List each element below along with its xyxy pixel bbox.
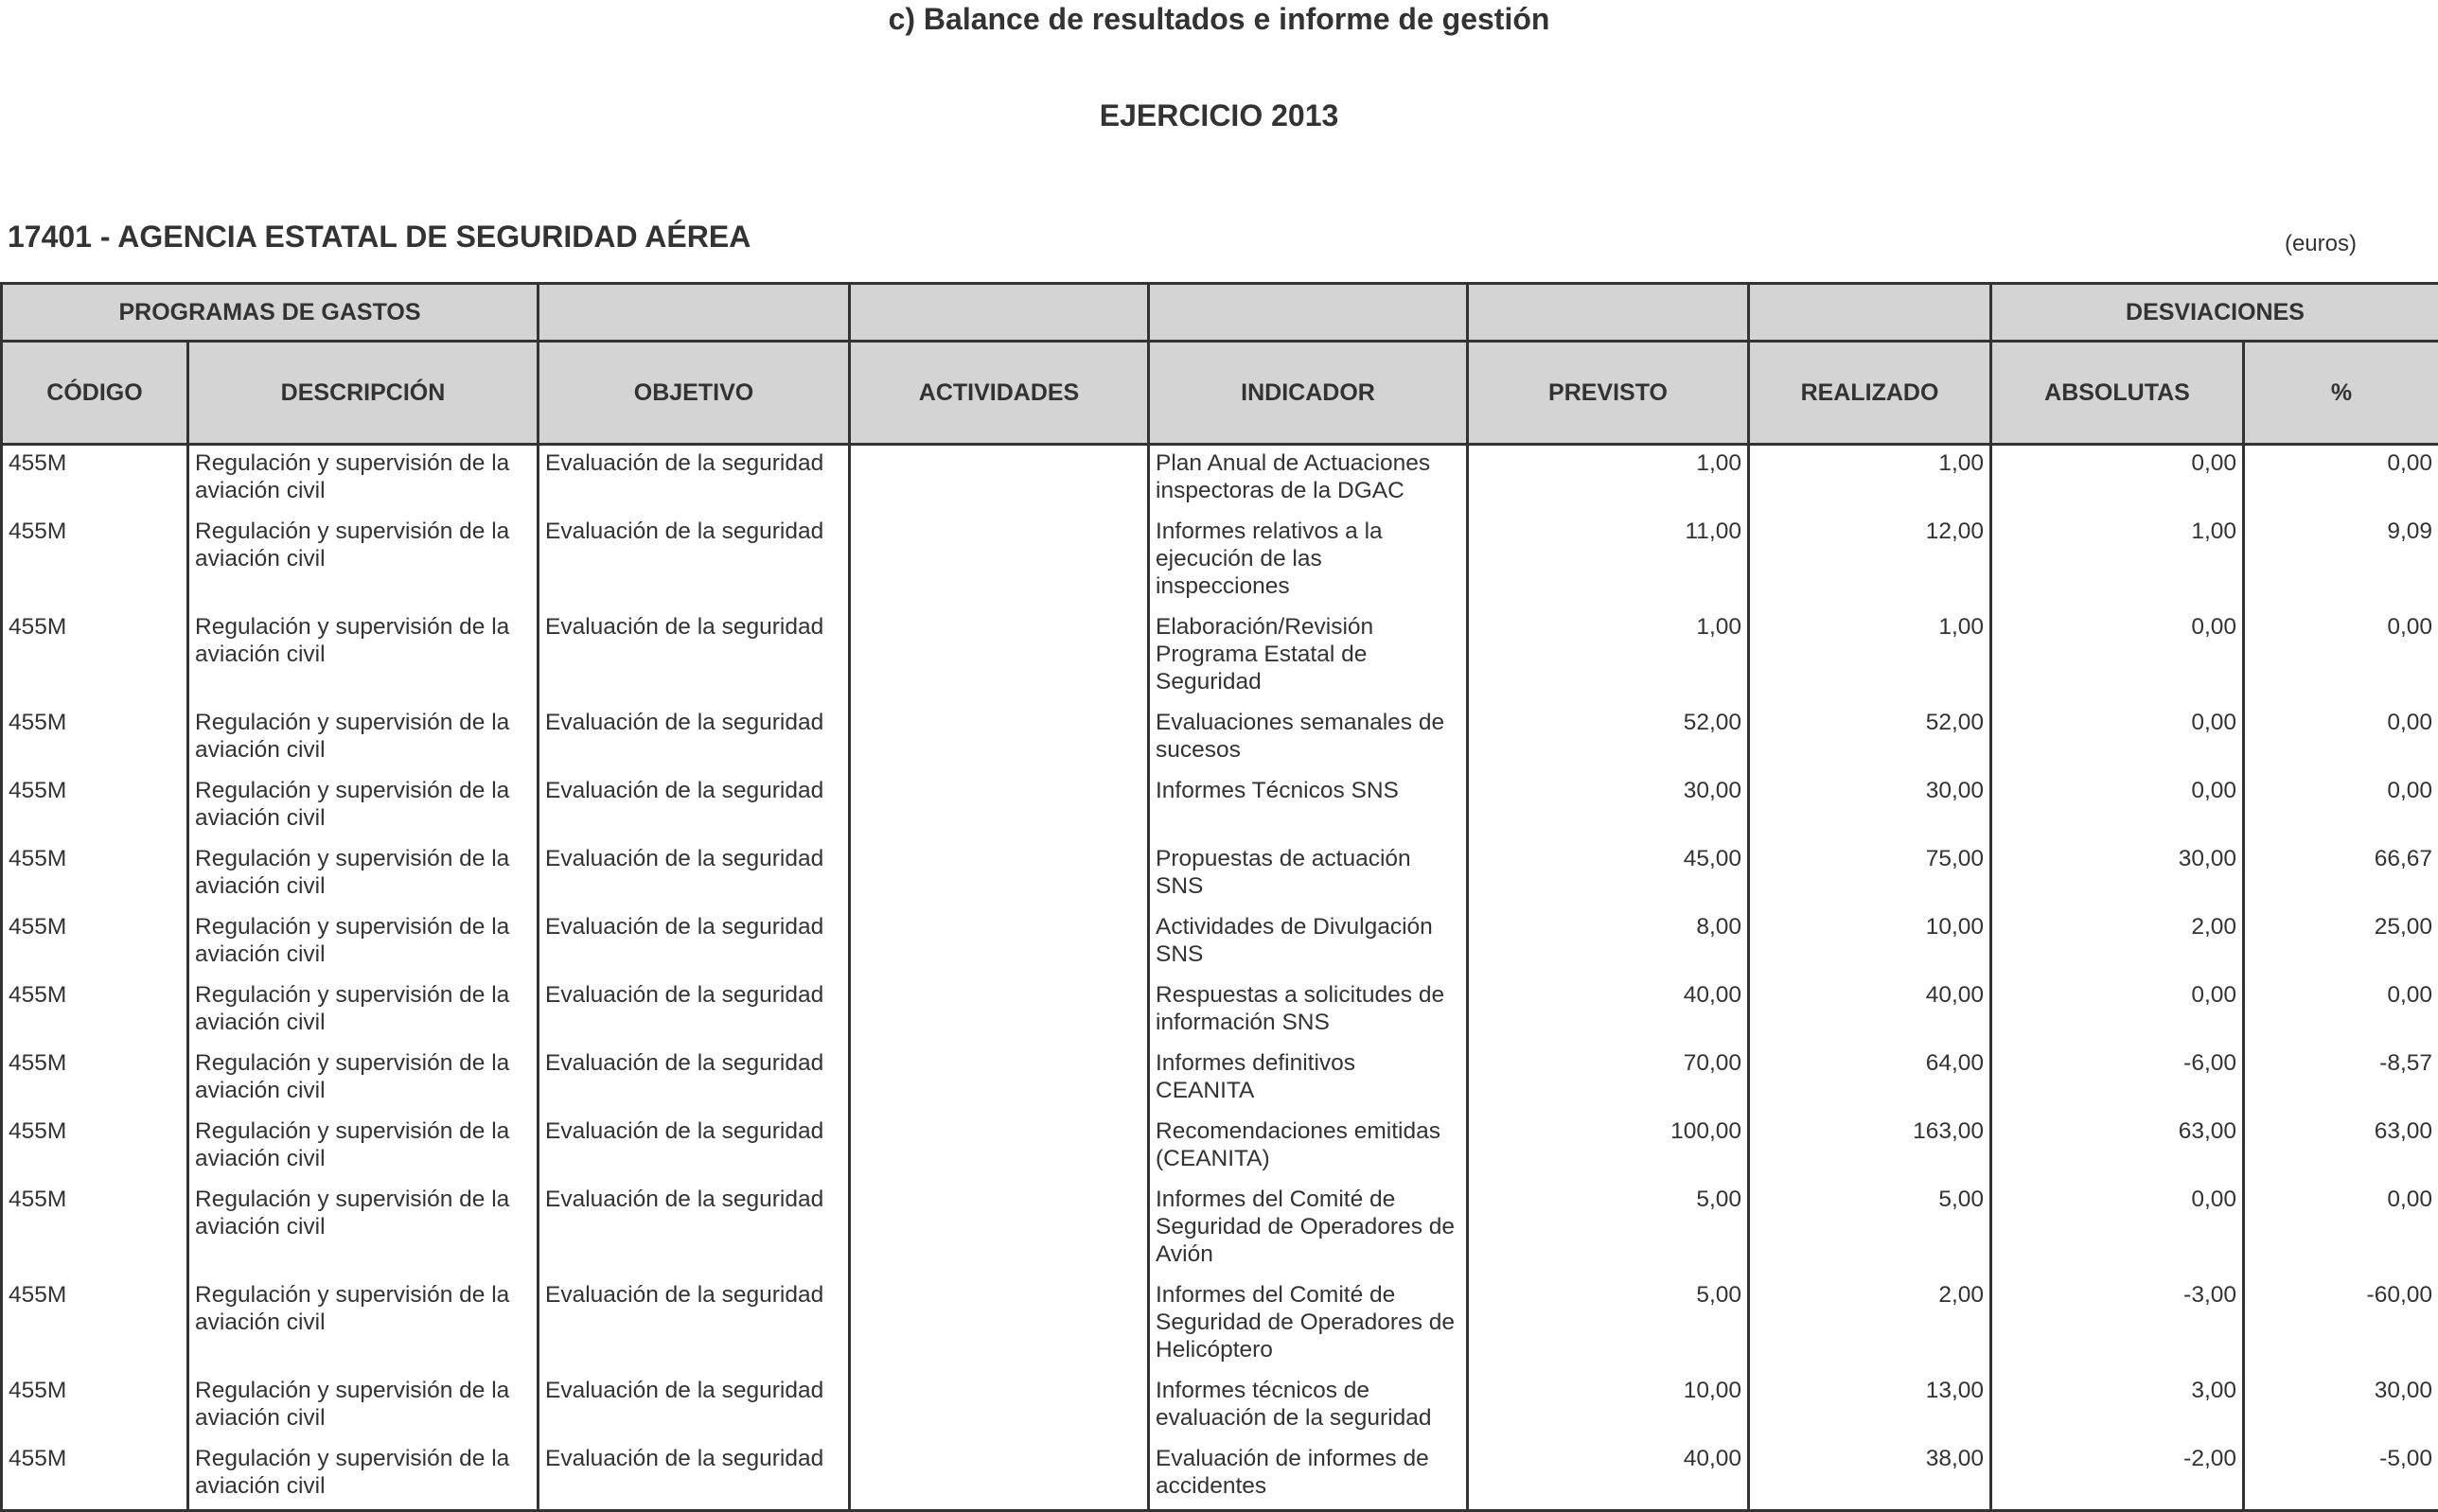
cell-realizado: 10,00: [1749, 909, 1991, 977]
cell-actividades: [850, 445, 1149, 515]
table-row: [2, 909, 2438, 977]
column-header-actividades: ACTIVIDADES: [850, 342, 1149, 445]
table-row: [2, 841, 2438, 909]
column-header-descripcion: DESCRIPCIÓN: [188, 342, 539, 445]
cell-actividades: [850, 977, 1149, 1046]
entity-heading: 17401 - AGENCIA ESTATAL DE SEGURIDAD AÉREA: [8, 220, 751, 255]
table-row: [2, 1114, 2438, 1182]
cell-previsto: 40,00: [1468, 977, 1749, 1046]
units-label: (euros): [2285, 231, 2357, 257]
cell-indicador: Respuestas a solicitudes de información SNS: [1149, 977, 1468, 1046]
cell-realizado: 40,00: [1749, 977, 1991, 1046]
column-header-indicador: INDICADOR: [1149, 342, 1468, 445]
table-row: [2, 1441, 2438, 1511]
column-header-row: [2, 342, 2438, 445]
table-row: [2, 977, 2438, 1046]
cell-indicador: Elaboración/Revisión Programa Estatal de Seguridad: [1149, 609, 1468, 705]
cell-objetivo: Evaluación de la seguridad: [539, 514, 850, 609]
table-row: [2, 773, 2438, 841]
cell-actividades: [850, 1046, 1149, 1114]
cell-absolutas: 30,00: [1991, 841, 2244, 909]
cell-actividades: [850, 909, 1149, 977]
cell-descripcion: Regulación y supervisión de la aviación civil: [188, 1046, 539, 1114]
table-row: [2, 445, 2438, 515]
cell-descripcion: Regulación y supervisión de la aviación civil: [188, 1373, 539, 1441]
cell-previsto: 30,00: [1468, 773, 1749, 841]
cell-absolutas: 3,00: [1991, 1373, 2244, 1441]
cell-previsto: 8,00: [1468, 909, 1749, 977]
cell-absolutas: 0,00: [1991, 977, 2244, 1046]
cell-codigo: 455M: [2, 445, 188, 515]
cell-porcentaje: -60,00: [2244, 1277, 2438, 1373]
cell-previsto: 40,00: [1468, 1441, 1749, 1511]
column-header-objetivo: OBJETIVO: [539, 342, 850, 445]
cell-objetivo: Evaluación de la seguridad: [539, 977, 850, 1046]
cell-indicador: Evaluaciones semanales de sucesos: [1149, 705, 1468, 773]
cell-realizado: 163,00: [1749, 1114, 1991, 1182]
cell-indicador: Actividades de Divulgación SNS: [1149, 909, 1468, 977]
cell-indicador: Informes Técnicos SNS: [1149, 773, 1468, 841]
cell-previsto: 10,00: [1468, 1373, 1749, 1441]
cell-absolutas: 2,00: [1991, 909, 2244, 977]
cell-actividades: [850, 705, 1149, 773]
cell-actividades: [850, 1182, 1149, 1277]
cell-objetivo: Evaluación de la seguridad: [539, 1182, 850, 1277]
cell-porcentaje: 0,00: [2244, 445, 2438, 515]
header-empty-objetivo: [539, 284, 850, 342]
cell-codigo: 455M: [2, 705, 188, 773]
header-desviaciones: DESVIACIONES: [1991, 284, 2438, 342]
cell-indicador: Evaluación de informes de accidentes: [1149, 1441, 1468, 1511]
cell-objetivo: Evaluación de la seguridad: [539, 1441, 850, 1511]
header-programas-de-gastos: PROGRAMAS DE GASTOS: [2, 284, 539, 342]
cell-codigo: 455M: [2, 841, 188, 909]
cell-objetivo: Evaluación de la seguridad: [539, 841, 850, 909]
table-row: [2, 1373, 2438, 1441]
cell-actividades: [850, 773, 1149, 841]
cell-descripcion: Regulación y supervisión de la aviación civil: [188, 445, 539, 515]
cell-descripcion: Regulación y supervisión de la aviación civil: [188, 1114, 539, 1182]
cell-indicador: Propuestas de actuación SNS: [1149, 841, 1468, 909]
table-row: [2, 609, 2438, 705]
cell-porcentaje: 63,00: [2244, 1114, 2438, 1182]
cell-absolutas: -6,00: [1991, 1046, 2244, 1114]
header-empty-indicador: [1149, 284, 1468, 342]
cell-realizado: 75,00: [1749, 841, 1991, 909]
cell-absolutas: 63,00: [1991, 1114, 2244, 1182]
cell-absolutas: 0,00: [1991, 1182, 2244, 1277]
header-empty-realizado: [1749, 284, 1991, 342]
cell-objetivo: Evaluación de la seguridad: [539, 773, 850, 841]
cell-realizado: 64,00: [1749, 1046, 1991, 1114]
cell-previsto: 1,00: [1468, 609, 1749, 705]
cell-indicador: Plan Anual de Actuaciones inspectoras de la DGAC: [1149, 445, 1468, 515]
cell-porcentaje: 66,67: [2244, 841, 2438, 909]
cell-descripcion: Regulación y supervisión de la aviación civil: [188, 977, 539, 1046]
cell-descripcion: Regulación y supervisión de la aviación civil: [188, 1441, 539, 1511]
cell-codigo: 455M: [2, 609, 188, 705]
cell-porcentaje: 0,00: [2244, 977, 2438, 1046]
cell-actividades: [850, 1441, 1149, 1511]
table-row: [2, 1277, 2438, 1373]
cell-porcentaje: 0,00: [2244, 705, 2438, 773]
cell-previsto: 70,00: [1468, 1046, 1749, 1114]
cell-codigo: 455M: [2, 1046, 188, 1114]
cell-codigo: 455M: [2, 1114, 188, 1182]
cell-realizado: 13,00: [1749, 1373, 1991, 1441]
cell-realizado: 12,00: [1749, 514, 1991, 609]
cell-objetivo: Evaluación de la seguridad: [539, 1046, 850, 1114]
group-header-row: [2, 284, 2438, 342]
cell-realizado: 52,00: [1749, 705, 1991, 773]
table-row: [2, 705, 2438, 773]
cell-realizado: 1,00: [1749, 445, 1991, 515]
cell-previsto: 5,00: [1468, 1182, 1749, 1277]
cell-indicador: Informes del Comité de Seguridad de Operadores de Avión: [1149, 1182, 1468, 1277]
cell-actividades: [850, 1114, 1149, 1182]
cell-previsto: 11,00: [1468, 514, 1749, 609]
results-table: [0, 282, 2438, 1512]
cell-porcentaje: 0,00: [2244, 1182, 2438, 1277]
cell-actividades: [850, 1277, 1149, 1373]
cell-absolutas: 0,00: [1991, 705, 2244, 773]
column-header-previsto: PREVISTO: [1468, 342, 1749, 445]
cell-absolutas: 0,00: [1991, 609, 2244, 705]
cell-objetivo: Evaluación de la seguridad: [539, 609, 850, 705]
cell-previsto: 52,00: [1468, 705, 1749, 773]
cell-indicador: Informes técnicos de evaluación de la seguridad: [1149, 1373, 1468, 1441]
cell-codigo: 455M: [2, 514, 188, 609]
cell-actividades: [850, 514, 1149, 609]
cell-realizado: 5,00: [1749, 1182, 1991, 1277]
cell-actividades: [850, 609, 1149, 705]
cell-absolutas: 0,00: [1991, 445, 2244, 515]
cell-realizado: 38,00: [1749, 1441, 1991, 1511]
cell-codigo: 455M: [2, 1373, 188, 1441]
cell-absolutas: 1,00: [1991, 514, 2244, 609]
cell-codigo: 455M: [2, 773, 188, 841]
cell-descripcion: Regulación y supervisión de la aviación civil: [188, 609, 539, 705]
cell-codigo: 455M: [2, 1441, 188, 1511]
table-row: [2, 1182, 2438, 1277]
cell-codigo: 455M: [2, 909, 188, 977]
cell-objetivo: Evaluación de la seguridad: [539, 1373, 850, 1441]
cell-descripcion: Regulación y supervisión de la aviación civil: [188, 773, 539, 841]
column-header-codigo: CÓDIGO: [2, 342, 188, 445]
cell-realizado: 2,00: [1749, 1277, 1991, 1373]
cell-realizado: 1,00: [1749, 609, 1991, 705]
cell-previsto: 5,00: [1468, 1277, 1749, 1373]
cell-descripcion: Regulación y supervisión de la aviación civil: [188, 514, 539, 609]
cell-descripcion: Regulación y supervisión de la aviación civil: [188, 1277, 539, 1373]
cell-descripcion: Regulación y supervisión de la aviación civil: [188, 705, 539, 773]
cell-porcentaje: -8,57: [2244, 1046, 2438, 1114]
document-title: c) Balance de resultados e informe de gestión: [0, 2, 2438, 37]
cell-codigo: 455M: [2, 1182, 188, 1277]
cell-objetivo: Evaluación de la seguridad: [539, 445, 850, 515]
cell-indicador: Informes relativos a la ejecución de las inspecciones: [1149, 514, 1468, 609]
cell-indicador: Informes definitivos CEANITA: [1149, 1046, 1468, 1114]
column-header-porcentaje: %: [2244, 342, 2438, 445]
cell-indicador: Informes del Comité de Seguridad de Operadores de Helicóptero: [1149, 1277, 1468, 1373]
table-body: [2, 445, 2438, 1511]
cell-descripcion: Regulación y supervisión de la aviación civil: [188, 841, 539, 909]
cell-actividades: [850, 1373, 1149, 1441]
cell-objetivo: Evaluación de la seguridad: [539, 1277, 850, 1373]
cell-previsto: 45,00: [1468, 841, 1749, 909]
header-empty-actividades: [850, 284, 1149, 342]
cell-porcentaje: 9,09: [2244, 514, 2438, 609]
cell-indicador: Recomendaciones emitidas (CEANITA): [1149, 1114, 1468, 1182]
cell-absolutas: -2,00: [1991, 1441, 2244, 1511]
cell-previsto: 100,00: [1468, 1114, 1749, 1182]
table-row: [2, 514, 2438, 609]
cell-objetivo: Evaluación de la seguridad: [539, 909, 850, 977]
cell-porcentaje: 30,00: [2244, 1373, 2438, 1441]
column-header-realizado: REALIZADO: [1749, 342, 1991, 445]
fiscal-year-title: EJERCICIO 2013: [0, 98, 2438, 133]
cell-codigo: 455M: [2, 977, 188, 1046]
cell-descripcion: Regulación y supervisión de la aviación civil: [188, 909, 539, 977]
cell-porcentaje: 0,00: [2244, 773, 2438, 841]
table-row: [2, 1046, 2438, 1114]
cell-porcentaje: 25,00: [2244, 909, 2438, 977]
cell-absolutas: -3,00: [1991, 1277, 2244, 1373]
cell-previsto: 1,00: [1468, 445, 1749, 515]
cell-absolutas: 0,00: [1991, 773, 2244, 841]
column-header-absolutas: ABSOLUTAS: [1991, 342, 2244, 445]
header-empty-previsto: [1468, 284, 1749, 342]
cell-actividades: [850, 841, 1149, 909]
cell-descripcion: Regulación y supervisión de la aviación civil: [188, 1182, 539, 1277]
cell-objetivo: Evaluación de la seguridad: [539, 705, 850, 773]
cell-porcentaje: -5,00: [2244, 1441, 2438, 1511]
cell-objetivo: Evaluación de la seguridad: [539, 1114, 850, 1182]
cell-realizado: 30,00: [1749, 773, 1991, 841]
cell-codigo: 455M: [2, 1277, 188, 1373]
cell-porcentaje: 0,00: [2244, 609, 2438, 705]
